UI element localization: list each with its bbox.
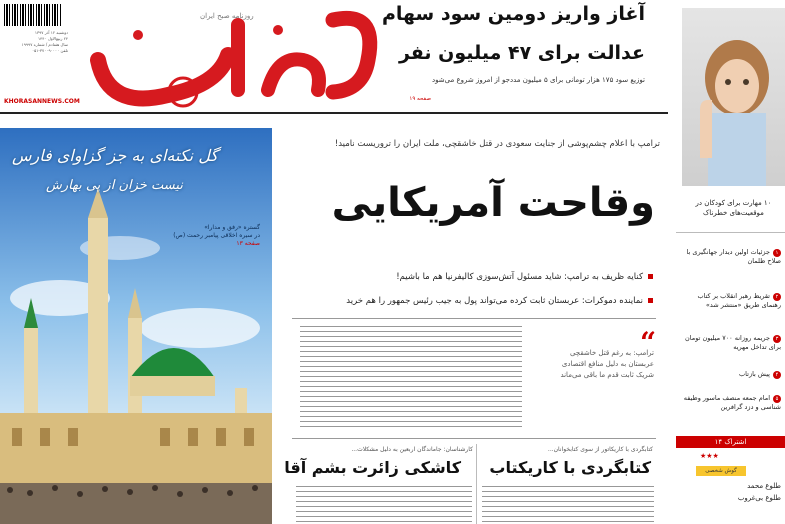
issue-date: دوشنبه ۱۲ آذر ۱۳۹۷: [34, 30, 68, 35]
masthead-divider: [0, 112, 668, 114]
main-bullet-1[interactable]: [396, 272, 653, 282]
child-photo[interactable]: [682, 8, 785, 186]
item-number: ۱: [773, 249, 781, 257]
pull-quote-line: ترامپ: به رغم قتل خاشقچی: [569, 349, 654, 357]
top-story-headline-1[interactable]: آغاز واریز دومین سود سهام: [381, 3, 645, 25]
sidebar-item[interactable]: [678, 334, 781, 352]
sidebar-item-text: جریمه روزانه ۷۰۰ میلیون تومان برای تداخل مهریه: [684, 334, 781, 351]
top-story-subhead: توزیع سود ۱۷۵ هزار تومانی برای ۵ میلیون مددجو از امروز شروع می‌شود: [432, 76, 645, 84]
mosque-poster[interactable]: [0, 128, 272, 524]
poster-subtitle: نیست خزان از پی بهارش: [46, 178, 183, 193]
sidebar-item-text: جزئیات اولین دیدار جهانگیری با صلاح ظلمان: [686, 248, 781, 265]
main-bullet-2[interactable]: [346, 296, 653, 306]
issue-number: سال هفتادم / شماره ۱۹۹۹۷: [21, 42, 68, 47]
main-headline[interactable]: وقاحت آمریکایی: [331, 180, 655, 226]
bullet-text: کنایه ظریف به ترامپ: شاید مسئول آتش‌سوزی کالیفرنیا هم ما باشیم!: [396, 272, 643, 282]
bullet-icon: [648, 274, 653, 279]
site-url[interactable]: KHORASANNEWS.COM: [4, 98, 80, 105]
bottom-story-headline[interactable]: کتابگردی با کاریکتاب: [489, 458, 651, 477]
sidebar-item[interactable]: [678, 370, 781, 379]
main-body-text: [300, 326, 522, 430]
top-story-page-ref[interactable]: صفحه ۱۹: [409, 96, 431, 102]
poster-caption-line: صفحه ۱۳: [236, 240, 260, 247]
subscription-banner[interactable]: ۱۴ اشتراک: [676, 436, 785, 448]
sidebar-item[interactable]: [678, 248, 781, 266]
sidebar-item-text: تقریظ رهبر انقلاب بر کتاب رهنمای طریق «منتشر شد»: [697, 292, 781, 309]
sidebar-item-text: امام جمعه منصف ماسور وظیفه شناسی و دزد گرافرین: [683, 394, 781, 411]
sidebar-item-text: پیش بازتاب: [739, 370, 770, 378]
item-number: ۳: [773, 335, 781, 343]
bullet-icon: [648, 298, 653, 303]
poster-title: گل نکته‌ای به جز گزاوای فارس: [12, 146, 218, 165]
poster-caption: [150, 224, 260, 248]
sidebar-divider: [676, 232, 785, 233]
pull-quote-line: عربستان به دلیل منافع اقتصادی: [561, 360, 654, 368]
pull-quote-line: شریک ثابت قدم ما باقی می‌ماند: [560, 371, 654, 379]
sidebar-item[interactable]: [678, 292, 781, 310]
pull-quote: [530, 348, 654, 381]
bullet-text: نماینده دموکرات: عربستان ثابت کرده می‌تواند پول به جیب رئیس جمهور را هم خرید: [346, 296, 643, 306]
main-story-kicker: ترامپ با اعلام چشم‌پوشی از جنایت سعودی در قتل خاشقچی، ملت ایران را تروریست نامید!: [334, 139, 660, 149]
logo-tagline: روزنامه صبح ایران: [200, 12, 254, 20]
child-photo-caption[interactable]: ۱۰ مهارت برای کودکان در موقعیت‌های خطرناک: [695, 199, 772, 217]
issue-hijri-date: ۲۴ ربیع‌الاول ۱۴۴۰: [37, 36, 68, 41]
bottom-story-kicker: کارشناسان: جاماندگان اربعین به دلیل مشکلات...: [351, 446, 473, 453]
sidebar-item[interactable]: طلوع محمد: [747, 482, 781, 490]
bottom-story-body: [296, 486, 472, 522]
issue-phone: تلفن ۳۷۰۰۹۰۰۰۰-۰۵۱: [31, 48, 68, 53]
poster-caption-line: گستره «رفق و مدارا»: [204, 224, 260, 231]
column-divider: [476, 444, 477, 524]
sidebar-item[interactable]: طلوع بی‌غروب: [737, 494, 781, 502]
poster-caption-line: در سیره اخلاقی پیامبر رحمت (ص): [173, 232, 260, 239]
bottom-story-kicker: کتابگردی با کاریکاتور از سوی کتابخوانان...: [547, 446, 653, 453]
top-story-headline-2[interactable]: عدالت برای ۴۷ میلیون نفر: [398, 42, 645, 64]
bottom-story-body: [482, 486, 654, 522]
barcode: [4, 4, 62, 26]
bottom-story-headline[interactable]: کاشکی زائرت بشم آقا: [284, 458, 461, 477]
section-divider: [292, 318, 656, 319]
quote-icon: “: [640, 326, 657, 359]
child-photo-illustration: [682, 8, 785, 186]
section-divider: [292, 438, 656, 439]
item-number: ۵: [773, 395, 781, 403]
item-number: ۴: [773, 371, 781, 379]
sidebar-badge: گوش شخصی: [696, 466, 746, 476]
stars-icon: ★★★: [700, 452, 719, 460]
item-number: ۲: [773, 293, 781, 301]
sidebar-item[interactable]: [678, 394, 781, 412]
